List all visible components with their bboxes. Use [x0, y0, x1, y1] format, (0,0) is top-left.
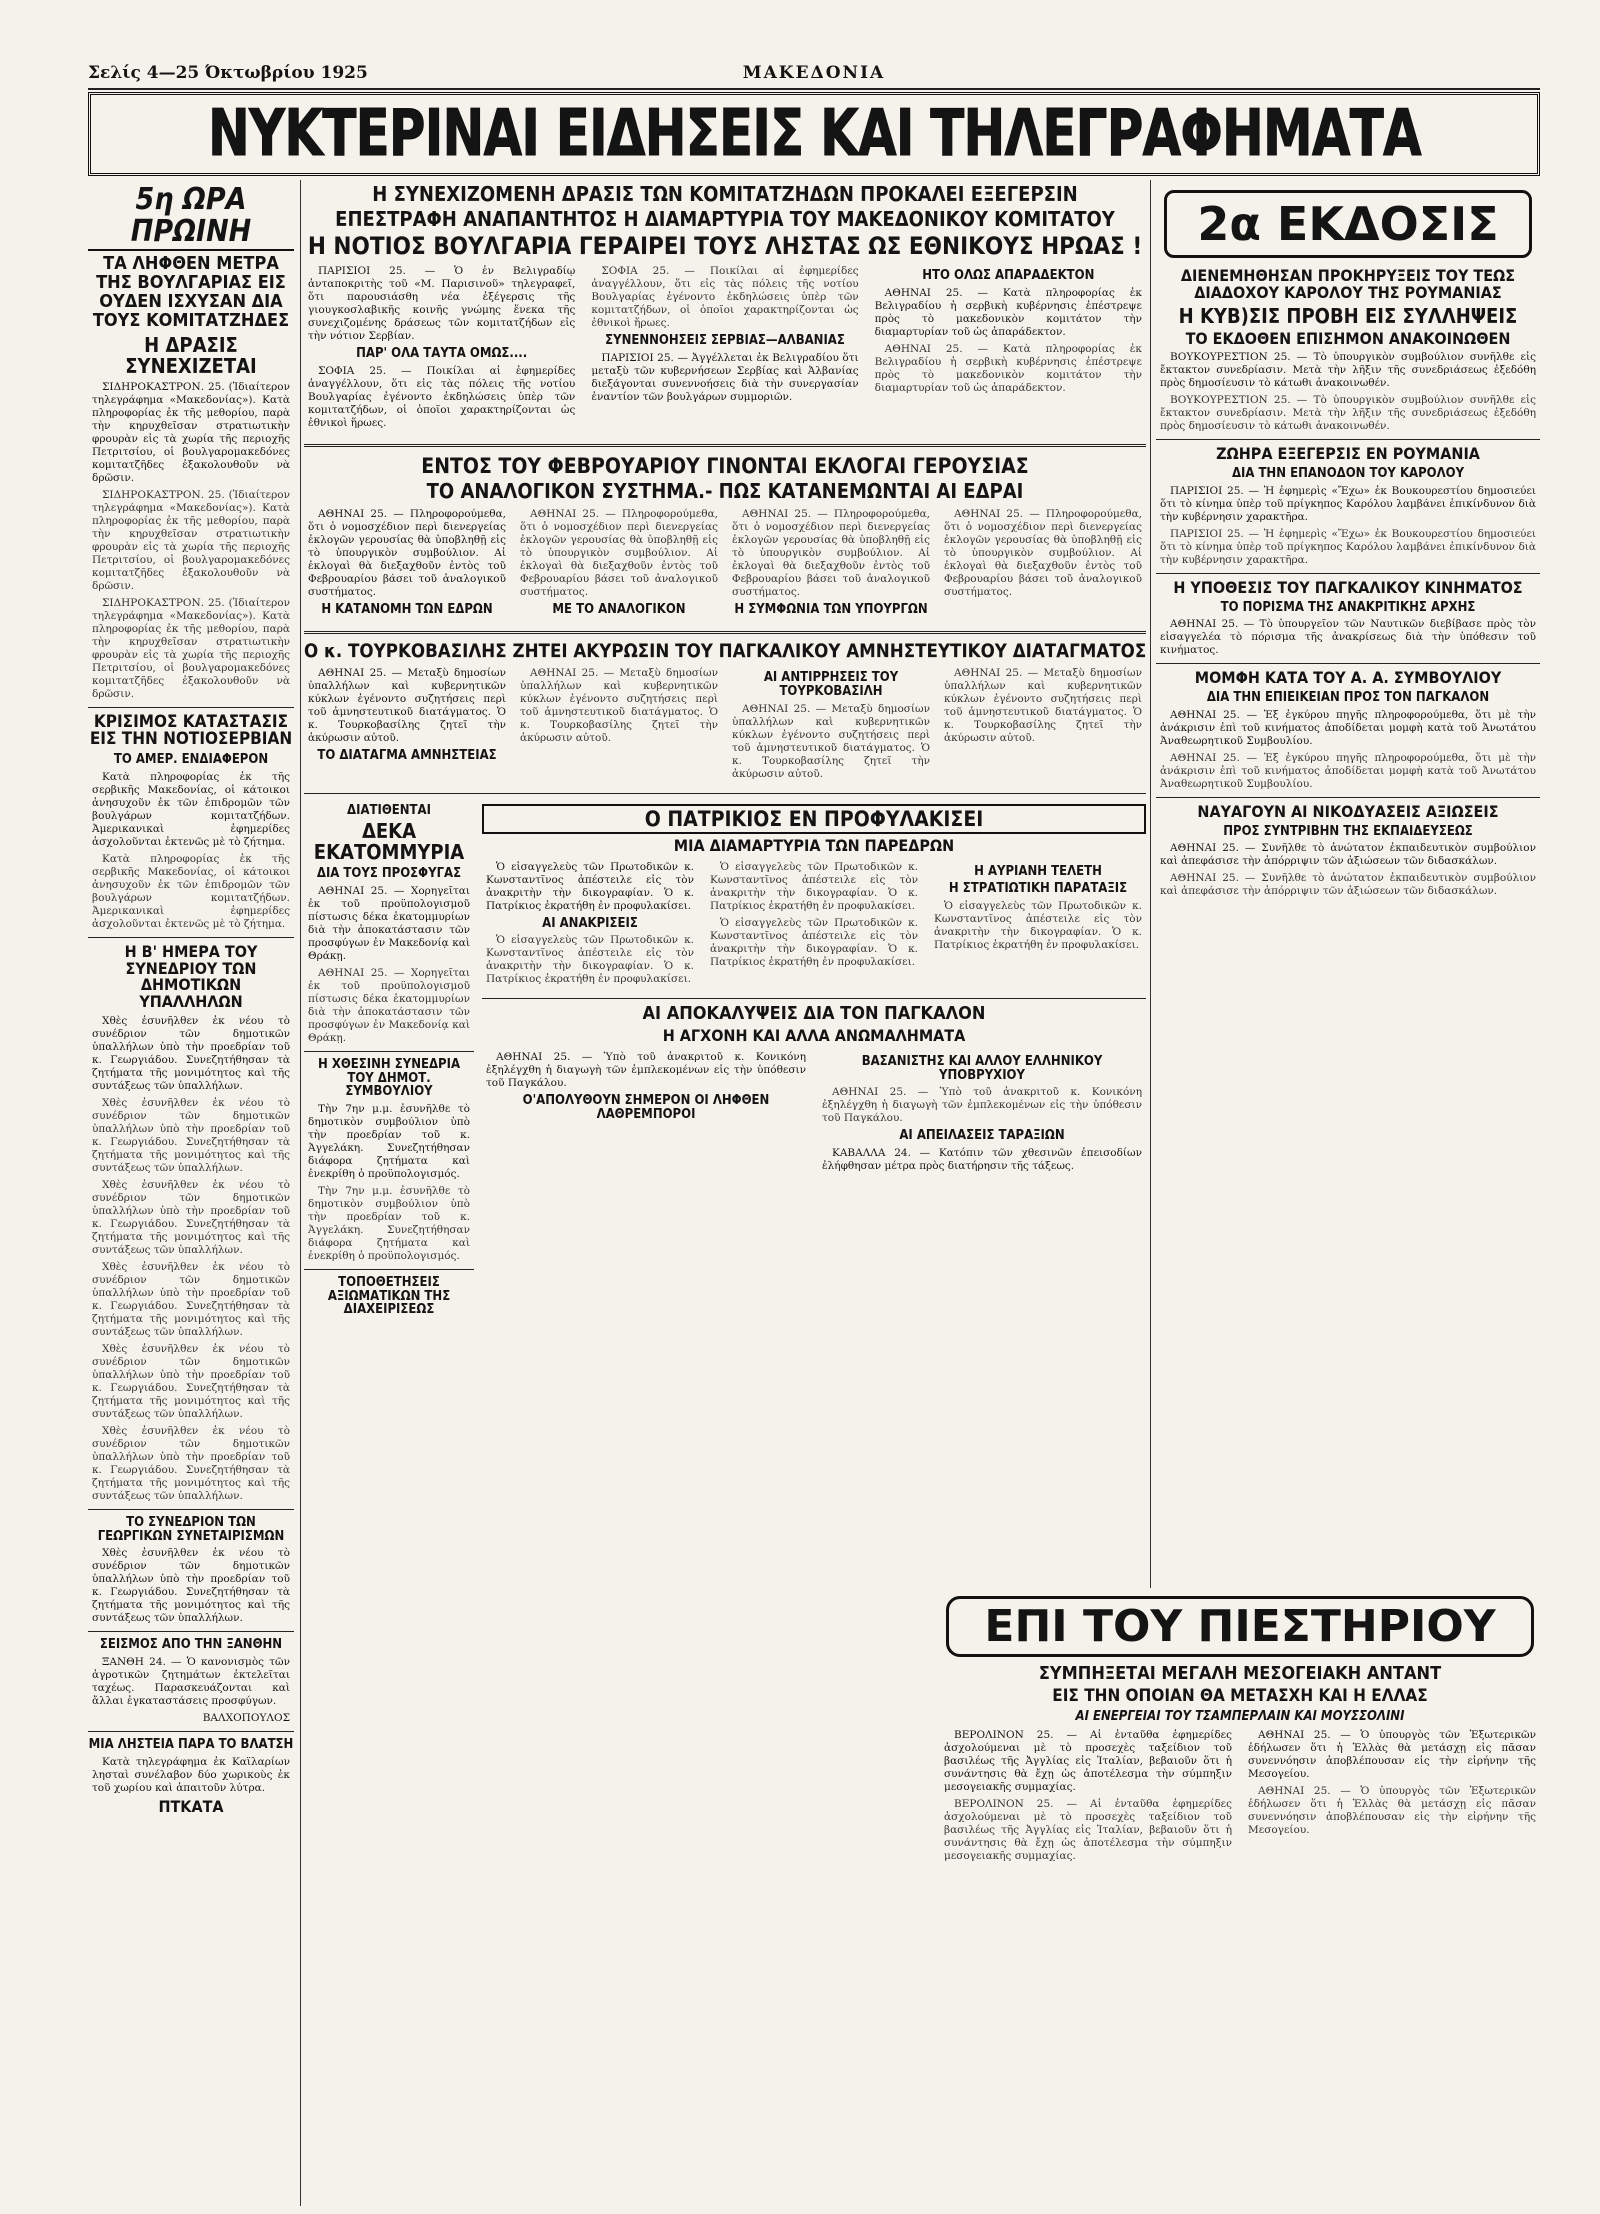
patrikios-section [482, 800, 1146, 1321]
article-text: ΣΟΦΙΑ 25. — Ποικίλαι αἱ ἐφημερίδες ἀναγγέλλουν, ὅτι εἰς τὰς πόλεις τῆς νοτίου Βουλγαρίας ἐγένοντο ἐκδηλώσεις ὑπὲρ τῶν κομιτατζήδων, οἱ ὁποῖοι χαρακτηρίζονται ὡς ἐθνικοὶ ἥρωες. [308, 364, 576, 429]
article-text: ΠΑΡΙΣΙΟΙ 25. — Ἡ ἐφημερὶς «Ἔχω» ἐκ Βουκουρεστίου δημοσιεύει ὅτι τὸ κίνημα ὑπὲρ τοῦ πρίγκηπος Καρόλου λαμβάνει ἐπικίνδυνον διὰ τὴν κυβέρνησιν χαρακτῆρα. [1160, 484, 1536, 523]
article-south-serbia [92, 771, 290, 931]
article-paris-belgrade [308, 265, 575, 434]
article-text: ΑΘΗΝΑΙ 25. — Ὑπὸ τοῦ ἀνακριτοῦ κ. Κονικόνη ἐξηλέγχθη ἡ διαγωγὴ τῶν ἐμπλεκομένων εἰς τὴν ὑπόθεσιν τοῦ Παγκάλου. [822, 1086, 1142, 1125]
article-text: Ὁ εἰσαγγελεὺς τῶν Πρωτοδικῶν κ. Κωνσταντῖνος ἀπέστειλε εἰς τὸν ἀνακριτὴν τὴν δικογραφίαν. Ὁ κ. Πατρίκιος ἐκρατήθη ἐν προφυλακίσει. [934, 899, 1142, 951]
article-text: ΑΘΗΝΑΙ 25. — Ὑπὸ τοῦ ἀνακριτοῦ κ. Κονικόνη ἐξηλέγχθη ἡ διαγωγὴ τῶν ἐμπλεκομένων εἰς τὴν ὑπόθεσιν τοῦ Παγκάλου. [486, 1050, 806, 1089]
article-romania [1160, 485, 1536, 567]
article-text: ΑΘΗΝΑΙ 25. — Συνῆλθε τὸ ἀνώτατον ἐκπαιδευτικὸν συμβούλιον καὶ ἀπεφάσισε τὴν ἀπόρριψιν τῶν ἀξιώσεων τῶν διδασκάλων. [1160, 872, 1536, 898]
subhead-investigations: ΑΙ ΑΝΑΚΡΙΣΕΙΣ [542, 915, 638, 931]
article-text: Χθὲς ἐσυνῆλθεν ἐκ νέου τὸ συνέδριον τῶν δημοτικῶν ὑπαλλήλων ὑπὸ τὴν προεδρίαν τοῦ κ. Γεωργιάδου. Συνεζητήθησαν τὰ ζητήματα τῆς μονιμότητος καὶ τῆς συντάξεως τῶν ὑπαλλήλων. [92, 1097, 290, 1175]
subhead-despite-all: ΠΑΡ' ΟΛΑ ΤΑΥΤΑ ΟΜΩΣ.... [356, 346, 528, 362]
article-text: Κατὰ πληροφορίας ἐκ τῆς σερβικῆς Μακεδονίας, οἱ κάτοικοι ἀνησυχοῦν ἐκ τῶν ἐπιδρομῶν τῶν βουλγάρων κομιτατζήδων. Ἀμερικανικαὶ ἐφημερίδες ἀσχολοῦνται ἐκτενῶς μὲ τὸ ζήτημα. [92, 852, 290, 930]
article-text: ΑΘΗΝΑΙ 25. — Κατὰ πληροφορίας ἐκ Βελιγραδίου ἡ σερβικὴ κυβέρνησις ἐπέστρεψε πρὸς τὸ μακεδονικὸν κομιτάτον τὴν διαμαρτυρίαν τοῦ ὡς ἀπαράδεκτον. [874, 286, 1142, 338]
headline-komitadji-action: Η ΣΥΝΕΧΙΖΟΜΕΝΗ ΔΡΑΣΙΣ ΤΩΝ ΚΟΜΙΤΑΤΖΗΔΩΝ ΠΡΟΚΑΛΕΙ ΕΞΕΓΕΡΣΙΝ [372, 182, 1078, 206]
headline-robbery: ΜΙΑ ΛΗΣΤΕΙΑ ΠΑΡΑ ΤΟ ΒΛΑΤΣΗ [88, 1737, 294, 1752]
article-amnesty-3 [732, 667, 930, 784]
article-cooperatives [92, 1547, 290, 1625]
subhead-amnesty-decree: ΤΟ ΔΙΑΤΑΓΜΑ ΑΜΝΗΣΤΕΙΑΣ [317, 748, 497, 764]
article-text: Ὁ εἰσαγγελεὺς τῶν Πρωτοδικῶν κ. Κωνσταντῖνος ἀπέστειλε εἰς τὸν ἀνακριτὴν τὴν δικογραφίαν. Ὁ κ. Πατρίκιος ἐκρατήθη ἐν προφυλακίσει. [486, 860, 694, 912]
subhead-objections: ΑΙ ΑΝΤΙΡΡΗΣΕΙΣ ΤΟΥ ΤΟΥΡΚΟΒΑΣΙΛΗ [763, 670, 899, 700]
subhead-protest-assessors: ΜΙΑ ΔΙΑΜΑΡΤΥΡΙΑ ΤΩΝ ΠΑΡΕΔΡΩΝ [673, 835, 955, 855]
press-time-section [940, 1588, 1540, 2206]
column-rule [300, 180, 301, 2206]
headline-mediterranean-entente: ΣΥΜΠΗΞΕΤΑΙ ΜΕΓΑΛΗ ΜΕΣΟΓΕΙΑΚΗ ΑΝΤΑΝΤ [1038, 1663, 1442, 1684]
article-text: ΒΕΡΟΛΙΝΟΝ 25. — Αἱ ἐνταῦθα ἐφημερίδες ἀσχολούμεναι μὲ τὸ προσεχὲς ταξείδιον τοῦ βασιλέως τῆς Ἀγγλίας εἰς Ἰταλίαν, βεβαιοῦν ὅτι ἡ συνάντησις θὰ ἔχῃ ὡς ἀποτέλεσμα τὴν σύμπηξιν μεσογειακῆς συμμαχίας. [944, 1729, 1232, 1794]
article-text: Κατὰ τηλεγράφημα ἐκ Καϊλαρίων λησταὶ συνέλαβον δύο χωρικοὺς ἐκ τοῦ χωρίου καὶ ἀπαιτοῦν λύτρα. [92, 1755, 290, 1794]
article-text: Χθὲς ἐσυνῆλθεν ἐκ νέου τὸ συνέδριον τῶν δημοτικῶν ὑπαλλήλων ὑπὸ τὴν προεδρίαν τοῦ κ. Γεωργιάδου. Συνεζητήθησαν τὰ ζητήματα τῆς μονιμότητος καὶ τῆς συντάξεως τῶν ὑπαλλήλων. [92, 1015, 290, 1093]
article-text: ΠΑΡΙΣΙΟΙ 25. — Ἡ ἐφημερὶς «Ἔχω» ἐκ Βουκουρεστίου δημοσιεύει ὅτι τὸ κίνημα ὑπὲρ τοῦ πρίγκηπος Καρόλου λαμβάνει ἐπικίνδυνον διὰ τὴν κυβέρνησιν χαρακτῆρα. [1160, 527, 1536, 566]
refugee-article [304, 800, 474, 1321]
article-senate-1 [308, 508, 506, 621]
article-council [1160, 709, 1536, 791]
article-sidirokastron [92, 381, 290, 701]
headline-action-continues: Η ΔΡΑΣΙΣ ΣΥΝΕΧΙΖΕΤΑΙ [125, 332, 257, 378]
headline-officer-postings: ΤΟΠΟΘΕΤΗΣΕΙΣ ΑΞΙΩΜΑΤΙΚΩΝ ΤΗΣ ΔΙΑΧΕΙΡΙΣΕΩΣ [327, 1274, 451, 1318]
article-text: ΣΙΔΗΡΟΚΑΣΤΡΟΝ. 25. (Ἰδιαίτερον τηλεγράφημα «Μακεδονίας»). Κατὰ πληροφορίας ἐκ τῆς μεθορίου, παρὰ τὴν κηρυχθεῖσαν στρατιωτικὴν φρουρὰν εἰς τὰ χωρία τῆς περιοχῆς Πετριτσίου, οἱ βουλγαρομακεδόνες κομιτατζῆδες ἐξακολουθοῦν νὰ δρῶσιν. [92, 380, 290, 484]
subhead-carol-return: ΔΙΑ ΤΗΝ ΕΠΑΝΟΔΟΝ ΤΟΥ ΚΑΡΟΛΟΥ [1231, 466, 1465, 482]
article-senate-3 [732, 508, 930, 621]
article-education [1160, 842, 1536, 898]
article-movement [1160, 618, 1536, 657]
article-bucharest [1160, 351, 1536, 433]
subhead-allocated: ΔΙΑΤΙΘΕΝΤΑΙ [347, 802, 431, 818]
article-text: Τὴν 7ην μ.μ. ἐσυνῆλθε τὸ δημοτικὸν συμβούλιον ὑπὸ τὴν προεδρίαν τοῦ κ. Ἀγγελάκη. Συνεζητήθησαν διάφορα ζητήματα καὶ ἐνεκρίθη ὁ προϋπολογισμός. [308, 1184, 470, 1262]
article-senate-2 [520, 508, 718, 621]
headline-proportional-system: ΤΟ ΑΝΑΛΟΓΙΚΟΝ ΣΥΣΤΗΜΑ.- ΠΩΣ ΚΑΤΑΝΕΜΩΝΤΑΙ ΑΙ ΕΔΡΑΙ [426, 478, 1024, 503]
article-text: ΑΘΗΝΑΙ 25. — Ὁ ὑπουργὸς τῶν Ἐξωτερικῶν ἐδήλωσεν ὅτι ἡ Ἑλλὰς θὰ μετάσχῃ εἰς πᾶσαν συνεννόησιν ἀποβλέπουσαν εἰς τὴν εἰρήνην τῆς Μεσογείου. [1248, 1785, 1536, 1837]
subhead-smugglers: Ο'ΑΠΟΛΥΘΟΥΝ ΣΗΜΕΡΟΝ ΟΙ ΛΗΦΘΕΝ ΛΑΘΡΕΜΠΟΡΟΙ [522, 1092, 770, 1122]
article-text: Τὴν 7ην μ.μ. ἐσυνῆλθε τὸ δημοτικὸν συμβούλιον ὑπὸ τὴν προεδρίαν τοῦ κ. Ἀγγελάκη. Συνεζητήθησαν διάφορα ζητήματα καὶ ἐνεκρίθη ὁ προϋπολογισμός. [308, 1102, 470, 1180]
article-text: ΞΑΝΘΗ 24. — Ὁ κανονισμὸς τῶν ἀγροτικῶν ζητημάτων ἐκτελεῖται ταχέως. Παρασκευάζονται καὶ ἄλλαι ἐγκαταστάσεις προσφύγων. [92, 1656, 290, 1707]
headline-patrikios: Ο ΠΑΤΡΙΚΙΟΣ ΕΝ ΠΡΟΦΥΛΑΚΙΣΕΙ [482, 804, 1146, 834]
subhead-proportional: ΜΕ ΤΟ ΑΝΑΛΟΓΙΚΟΝ [552, 601, 686, 617]
headline-senate-elections: ΕΝΤΟΣ ΤΟΥ ΦΕΒΡΟΥΑΡΙΟΥ ΓΙΝΟΝΤΑΙ ΕΚΛΟΓΑΙ ΓΕΡΟΥΣΙΑΣ [421, 453, 1029, 478]
headline-pangalos-movement: Η ΥΠΟΘΕΣΙΣ ΤΟΥ ΠΑΓΚΑΛΙΚΟΥ ΚΙΝΗΜΑΤΟΣ [1173, 577, 1523, 597]
article-unacceptable [875, 265, 1142, 434]
headline-bulgaria-honors-bandits: Η ΝΟΤΙΟΣ ΒΟΥΛΓΑΡΙΑ ΓΕΡΑΙΡΕΙ ΤΟΥΣ ΛΗΣΤΑΣ ΩΣ ΕΘΝΙΚΟΥΣ ΗΡΩΑΣ ! [307, 232, 1143, 260]
headline-reproach-council: ΜΟΜΦΗ ΚΑΤΑ ΤΟΥ Α. Α. ΣΥΜΒΟΥΛΙΟΥ [1194, 668, 1502, 688]
headline-cooperatives: ΤΟ ΣΥΝΕΔΡΙΟΝ ΤΩΝ ΓΕΩΡΓΙΚΩΝ ΣΥΝΕΤΑΙΡΙΣΜΩΝ [97, 1515, 285, 1544]
article-senate-4 [944, 508, 1142, 621]
article-text: ΑΘΗΝΑΙ 25. — Πληροφορούμεθα, ὅτι ὁ νομοσχέδιον περὶ διενεργείας ἐκλογῶν γερουσίας θὰ ὑποβληθῇ εἰς τὸ ὑπουργικὸν συμβούλιον. Αἱ ἐκλογαὶ θὰ διεξαχθοῦν ἐντὸς τοῦ Φεβρουαρίου βάσει τοῦ ἀναλογικοῦ συστήματος. [308, 507, 506, 598]
headline-critical-situation: ΚΡΙΣΙΜΟΣ ΚΑΤΑΣΤΑΣΙΣ ΕΙΣ ΤΗΝ ΝΟΤΙΟΣΕΡΒΙΑΝ [89, 711, 293, 750]
article-text: ΑΘΗΝΑΙ 25. — Ἐξ ἐγκύρου πηγῆς πληροφορούμεθα, ὅτι μὲ τὴν ἀνάκρισιν ἐπὶ τοῦ κινήματος ἀποδίδεται μομφὴ κατὰ τοῦ Ἀνωτάτου Ἀναθεωρητικοῦ Συμβουλίου. [1160, 708, 1536, 747]
subhead-for-refugees: ΔΙΑ ΤΟΥΣ ΠΡΟΣΦΥΓΑΣ [316, 866, 462, 882]
subhead-tomorrow-ceremony: Η ΑΥΡΙΑΝΗ ΤΕΛΕΤΗ [974, 863, 1102, 879]
article-text: ΒΟΥΚΟΥΡΕΣΤΙΟΝ 25. — Τὸ ὑπουργικὸν συμβούλιον συνῆλθε εἰς ἔκτακτον συνεδρίασιν. Μετὰ τὴν λῆξιν τῆς συνεδριάσεως ἐξεδόθη πρὸς δημοσίευσιν τὸ κάτωθι ἀνακοινωθέν. [1160, 351, 1536, 390]
article-text: ΑΘΗΝΑΙ 25. — Χορηγεῖται ἐκ τοῦ προϋπολογισμοῦ πίστωσις δέκα ἑκατομμυρίων διὰ τὴν ἀποκατάστασιν τῶν προσφύγων ἐν Μακεδονίᾳ καὶ Θράκῃ. [308, 885, 470, 963]
headline-proclamations: ΔΙΕΝΕΜΗΘΗΣΑΝ ΠΡΟΚΗΡΥΞΕΙΣ ΤΟΥ ΤΕΩΣ ΔΙΑΔΟΧΟΥ ΚΑΡΟΛΟΥ ΤΗΣ ΡΟΥΜΑΝΙΑΣ [1180, 266, 1516, 302]
article-text: ΑΘΗΝΑΙ 25. — Τὸ ὑπουργεῖον τῶν Ναυτικῶν διεβίβασε πρὸς τὸν εἰσαγγελέα τὸ πόρισμα τῆς ἀνακρίσεως διὰ τὴν ὑπόθεσιν τοῦ κινήματος. [1160, 618, 1536, 657]
headline-official-communique: ΤΟ ΕΚΔΟΘΕΝ ΕΠΙΣΗΜΟΝ ΑΝΑΚΟΙΝΩΘΕΝ [1185, 328, 1511, 348]
article-text: Χθὲς ἐσυνῆλθεν ἐκ νέου τὸ συνέδριον τῶν δημοτικῶν ὑπαλλήλων ὑπὸ τὴν προεδρίαν τοῦ κ. Γεωργιάδου. Συνεζητήθησαν τὰ ζητήματα τῆς μονιμότητος καὶ τῆς συντάξεως τῶν ὑπαλλήλων. [92, 1425, 290, 1503]
article-xanthi [92, 1656, 290, 1725]
article-text: ΑΘΗΝΑΙ 25. — Πληροφορούμεθα, ὅτι ὁ νομοσχέδιον περὶ διενεργείας ἐκλογῶν γερουσίας θὰ ὑποβληθῇ εἰς τὸ ὑπουργικὸν συμβούλιον. Αἱ ἐκλογαὶ θὰ διεξαχθοῦν ἐντὸς τοῦ Φεβρουαρίου βάσει τοῦ ἀναλογικοῦ συστήματος. [732, 507, 930, 598]
article-serbia-albania [591, 265, 858, 434]
headline-arrests: Η ΚΥΒ)ΣΙΣ ΠΡΟΒΗ ΕΙΣ ΣΥΛΛΗΨΕΙΣ [1178, 303, 1518, 328]
article-text: ΑΘΗΝΑΙ 25. — Χορηγεῖται ἐκ τοῦ προϋπολογισμοῦ πίστωσις δέκα ἑκατομμυρίων διὰ τὴν ἀποκατάστασιν τῶν προσφύγων ἐν Μακεδονίᾳ καὶ Θράκῃ. [308, 967, 470, 1045]
article-text: ΚΑΒΑΛΛΑ 24. — Κατόπιν τῶν χθεσινῶν ἐπεισοδίων ἐλήφθησαν μέτρα πρὸς διατήρησιν τῆς τάξεως. [822, 1146, 1142, 1172]
article-text: Χθὲς ἐσυνῆλθεν ἐκ νέου τὸ συνέδριον τῶν δημοτικῶν ὑπαλλήλων ὑπὸ τὴν προεδρίαν τοῦ κ. Γεωργιάδου. Συνεζητήθησαν τὰ ζητήματα τῆς μονιμότητος καὶ τῆς συντάξεως τῶν ὑπαλλήλων. [92, 1547, 290, 1625]
subhead-investigation-finding: ΤΟ ΠΟΡΙΣΜΑ ΤΗΣ ΑΝΑΚΡΙΤΙΚΗΣ ΑΡΧΗΣ [1220, 599, 1476, 615]
article-amnesty-2 [520, 667, 718, 784]
article-text: ΒΕΡΟΛΙΝΟΝ 25. — Αἱ ἐνταῦθα ἐφημερίδες ἀσχολούμεναι μὲ τὸ προσεχὲς ταξείδιον τοῦ βασιλέως τῆς Ἀγγλίας εἰς Ἰταλίαν, βεβαιοῦν ὅτι ἡ συνάντησις θὰ ἔχῃ ὡς ἀποτέλεσμα τὴν σύμπηξιν μεσογειακῆς συμμαχίας. [944, 1798, 1232, 1863]
subhead-leniency: ΔΙΑ ΤΗΝ ΕΠΙΕΙΚΕΙΑΝ ΠΡΟΣ ΤΟΝ ΠΑΓΚΑΛΟΝ [1206, 690, 1490, 706]
article-text: ΒΟΥΚΟΥΡΕΣΤΙΟΝ 25. — Τὸ ὑπουργικὸν συμβούλιον συνῆλθε εἰς ἔκτακτον συνεδρίασιν. Μετὰ τὴν λῆξιν τῆς συνεδριάσεως ἐξεδόθη πρὸς δημοσίευσιν τὸ κάτωθι ἀνακοινωθέν. [1160, 394, 1536, 433]
newspaper-name: ΜΑΚΕΔΟΝΙΑ [742, 63, 886, 83]
headline-protest-returned: ΕΠΕΣΤΡΑΦΗ ΑΝΑΠΑΝΤΗΤΟΣ Η ΔΙΑΜΑΡΤΥΡΙΑ ΤΟΥ ΜΑΚΕΔΟΝΙΚΟΥ ΚΟΜΙΤΑΤΟΥ [335, 207, 1115, 231]
article-robbery [92, 1756, 290, 1795]
issue-date: Σελίς 4—25 Όκτωβρίου 1925 [88, 63, 368, 83]
press-time-banner: ΕΠΙ ΤΟΥ ΠΙΕΣΤΗΡΙΟΥ [946, 1596, 1534, 1657]
headline-5th-hour: 5η ΩΡΑ ΠΡΩΙΝΗ [88, 184, 294, 251]
subhead-chamberlain-mussolini: ΑΙ ΕΝΕΡΓΕΙΑΙ ΤΟΥ ΤΣΑΜΠΕΡΛΑΙΝ ΚΑΙ ΜΟΥΣΣΟΛΙΝΙ [1075, 1708, 1405, 1724]
subhead-ministers-agreement: Η ΣΥΜΦΩΝΙΑ ΤΩΝ ΥΠΟΥΡΓΩΝ [734, 601, 928, 617]
subhead-unacceptable: ΗΤΟ ΟΛΩΣ ΑΠΑΡΑΔΕΚΤΟΝ [922, 268, 1095, 284]
article-text: ΠΑΡΙΣΙΟΙ 25. — Ὁ ἐν Βελιγραδίῳ ἀνταποκριτὴς τοῦ «Μ. Παρισινοῦ» τηλεγραφεῖ, ὅτι παρουσιάσθη νέα ἐξέγερσις τῆς γιουγκοσλαβικῆς κοινῆς γνώμης ἕνεκα τῆς συνεχιζομένης δράσεως τῶν κομιτατζήδων εἰς τὴν νότιον Σερβίαν. [308, 265, 576, 343]
article-municipal-congress [92, 1015, 290, 1503]
article-text: ΑΘΗΝΑΙ 25. — Συνῆλθε τὸ ἀνώτατον ἐκπαιδευτικὸν συμβούλιον καὶ ἀπεφάσισε τὴν ἀπόρριψιν τῶν ἀξιώσεων τῶν διδασκάλων. [1160, 842, 1536, 868]
second-edition-banner: 2α ΕΚΔΟΣΙΣ [1164, 190, 1532, 258]
article-text: Χθὲς ἐσυνῆλθεν ἐκ νέου τὸ συνέδριον τῶν δημοτικῶν ὑπαλλήλων ὑπὸ τὴν προεδρίαν τοῦ κ. Γεωργιάδου. Συνεζητήθησαν τὰ ζητήματα τῆς μονιμότητος καὶ τῆς συντάξεως τῶν ὑπαλλήλων. [92, 1261, 290, 1339]
article-text: Ὁ εἰσαγγελεὺς τῶν Πρωτοδικῶν κ. Κωνσταντῖνος ἀπέστειλε εἰς τὸν ἀνακριτὴν τὴν δικογραφίαν. Ὁ κ. Πατρίκιος ἐκρατήθη ἐν προφυλακίσει. [710, 916, 918, 968]
headline-demands-fail: ΝΑΥΑΓΟΥΝ ΑΙ ΝΙΚΟΔΥΑΣΕΙΣ ΑΞΙΩΣΕΙΣ [1197, 801, 1499, 821]
subhead-serbia-albania: ΣΥΝΕΝΝΟΗΣΕΙΣ ΣΕΡΒΙΑΣ—ΑΛΒΑΝΙΑΣ [605, 333, 845, 349]
headline-council-session: Η ΧΘΕΣΙΝΗ ΣΥΝΕΔΡΙΑ ΤΟΥ ΔΗΜΟΤ. ΣΥΜΒΟΥΛΙΟΥ [317, 1057, 461, 1100]
article-text: ΑΘΗΝΑΙ 25. — Ὁ ὑπουργὸς τῶν Ἐξωτερικῶν ἐδήλωσεν ὅτι ἡ Ἑλλὰς θὰ μετάσχῃ εἰς πᾶσαν συνεννόησιν ἀποβλέπουσαν εἰς τὴν εἰρήνην τῆς Μεσογείου. [1248, 1729, 1536, 1781]
article-text: ΑΘΗΝΑΙ 25. — Πληροφορούμεθα, ὅτι ὁ νομοσχέδιον περὶ διενεργείας ἐκλογῶν γερουσίας θὰ ὑποβληθῇ εἰς τὸ ὑπουργικὸν συμβούλιον. Αἱ ἐκλογαὶ θὰ διεξαχθοῦν ἐντὸς τοῦ Φεβρουαρίου βάσει τοῦ ἀναλογικοῦ συστήματος. [944, 507, 1142, 598]
headline-romania-uproar: ΖΩΗΡΑ ΕΞΕΓΕΡΣΙΣ ΕΝ ΡΟΥΜΑΝΙΑ [1216, 444, 1480, 464]
article-text: ΑΘΗΝΑΙ 25. — Μεταξὺ δημοσίων ὑπαλλήλων καὶ κυβερνητικῶν κύκλων ἐγένοντο συζητήσεις περὶ τοῦ ἀμνηστευτικοῦ διατάγματος. Ὁ κ. Τουρκοβασίλης ζητεῖ τὴν ἀκύρωσιν αὐτοῦ. [308, 667, 506, 745]
article-text: ΑΘΗΝΑΙ 25. — Μεταξὺ δημοσίων ὑπαλλήλων καὶ κυβερνητικῶν κύκλων ἐγένοντο συζητήσεις περὶ τοῦ ἀμνηστευτικοῦ διατάγματος. Ὁ κ. Τουρκοβασίλης ζητεῖ τὴν ἀκύρωσιν αὐτοῦ. [520, 667, 718, 745]
headline-pangalos-revelations: ΑΙ ΑΠΟΚΑΛΥΨΕΙΣ ΔΙΑ ΤΟΝ ΠΑΓΚΑΛΟΝ [642, 1003, 986, 1025]
article-text: ΠΑΡΙΣΙΟΙ 25. — Ἀγγέλλεται ἐκ Βελιγραδίου ὅτι μεταξὺ τῶν κυβερνήσεων Σερβίας καὶ Ἀλβανίας διεξάγονται συνεννοήσεις διὰ τὴν συνεργασίαν ἐναντίον τῶν βουλγάρων συμμοριῶν. [591, 351, 859, 403]
article-text: ΑΘΗΝΑΙ 25. — Μεταξὺ δημοσίων ὑπαλλήλων καὶ κυβερνητικῶν κύκλων ἐγένοντο συζητήσεις περὶ τοῦ ἀμνηστευτικοῦ διατάγματος. Ὁ κ. Τουρκοβασίλης ζητεῖ τὴν ἀκύρωσιν αὐτοῦ. [732, 702, 930, 780]
headline-ptkata: ΠΤΚΑΤΑ [158, 1796, 224, 1816]
subhead-threats: ΑΙ ΑΠΕΙΛΑΣΕΙΣ ΤΑΡΑΞΙΩΝ [899, 1128, 1065, 1144]
article-text: Ὁ εἰσαγγελεὺς τῶν Πρωτοδικῶν κ. Κωνσταντῖνος ἀπέστειλε εἰς τὸν ἀνακριτὴν τὴν δικογραφίαν. Ὁ κ. Πατρίκιος ἐκρατήθη ἐν προφυλακίσει. [486, 934, 694, 986]
headline-municipal-congress: Η Β' ΗΜΕΡΑ ΤΟΥ ΣΥΝΕΔΡΙΟΥ ΤΩΝ ΔΗΜΟΤΙΚΩΝ ΥΠΑΛΛΗΛΩΝ [124, 941, 258, 1012]
article-text: ΑΘΗΝΑΙ 25. — Ἐξ ἐγκύρου πηγῆς πληροφορούμεθα, ὅτι μὲ τὴν ἀνάκρισιν ἐπὶ τοῦ κινήματος ἀποδίδεται μομφὴ κατὰ τοῦ Ἀνωτάτου Ἀναθεωρητικοῦ Συμβουλίου. [1160, 751, 1536, 790]
subhead-education: ΠΡΟΣ ΣΥΝΤΡΙΒΗΝ ΤΗΣ ΕΚΠΑΙΔΕΥΣΕΩΣ [1223, 823, 1473, 839]
article-text: ΑΘΗΝΑΙ 25. — Μεταξὺ δημοσίων ὑπαλλήλων καὶ κυβερνητικῶν κύκλων ἐγένοντο συζητήσεις περὶ τοῦ ἀμνηστευτικοῦ διατάγματος. Ὁ κ. Τουρκοβασίλης ζητεῖ τὴν ἀκύρωσιν αὐτοῦ. [944, 667, 1142, 745]
section-title: ΝΥΚΤΕΡΙΝΑΙ ΕΙΔΗΣΕΙΣ ΚΑΙ ΤΗΛΕΓΡΑΦΗΜΑΤΑ [207, 97, 1421, 171]
article-text: ΑΘΗΝΑΙ 25. — Πληροφορούμεθα, ὅτι ὁ νομοσχέδιον περὶ διενεργείας ἐκλογῶν γερουσίας θὰ ὑποβληθῇ εἰς τὸ ὑπουργικὸν συμβούλιον. Αἱ ἐκλογαὶ θὰ διεξαχθοῦν ἐντὸς τοῦ Φεβρουαρίου βάσει τοῦ ἀναλογικοῦ συστήματος. [520, 507, 718, 598]
article-signature: ΒΑΛΧΟΠΟΥΛΟΣ [202, 1712, 290, 1724]
headline-xanthi: ΣΕΙΣΜΟΣ ΑΠΟ ΤΗΝ ΞΑΝΘΗΝ [99, 1637, 283, 1653]
headline-bulgaria-measures: ΤΑ ΛΗΦΘΕΝ ΜΕΤΡΑ ΤΗΣ ΒΟΥΛΓΑΡΙΑΣ ΕΙΣ ΟΥΔΕΝ ΙΣΧΥΣΑΝ ΔΙΑ ΤΟΥΣ ΚΟΜΙΤΑΤΖΗΔΕΣ [92, 253, 290, 331]
article-amnesty-4 [944, 667, 1142, 784]
article-amnesty-1 [308, 667, 506, 784]
article-text: Ὁ εἰσαγγελεὺς τῶν Πρωτοδικῶν κ. Κωνσταντῖνος ἀπέστειλε εἰς τὸν ἀνακριτὴν τὴν δικογραφίαν. Ὁ κ. Πατρίκιος ἐκρατήθη ἐν προφυλακίσει. [710, 860, 918, 912]
section-masthead [88, 92, 1540, 176]
article-text: ΣΟΦΙΑ 25. — Ποικίλαι αἱ ἐφημερίδες ἀναγγέλλουν, ὅτι εἰς τὰς πόλεις τῆς νοτίου Βουλγαρίας ἐγένοντο ἐκδηλώσεις ὑπὲρ τῶν κομιτατζήδων, οἱ ὁποῖοι χαρακτηρίζονται ὡς ἐθνικοὶ ἥρωες. [591, 265, 859, 330]
article-text: ΣΙΔΗΡΟΚΑΣΤΡΟΝ. 25. (Ἰδιαίτερον τηλεγράφημα «Μακεδονίας»). Κατὰ πληροφορίας ἐκ τῆς μεθορίου, παρὰ τὴν κηρυχθεῖσαν στρατιωτικὴν φρουρὰν εἰς τὰ χωρία τῆς περιοχῆς Πετριτσίου, οἱ βουλγαρομακεδόνες κομιτατζῆδες ἐξακολουθοῦν νὰ δρῶσιν. [92, 596, 290, 700]
article-text: Χθὲς ἐσυνῆλθεν ἐκ νέου τὸ συνέδριον τῶν δημοτικῶν ὑπαλλήλων ὑπὸ τὴν προεδρίαν τοῦ κ. Γεωργιάδου. Συνεζητήθησαν τὰ ζητήματα τῆς μονιμότητος καὶ τῆς συντάξεως τῶν ὑπαλλήλων. [92, 1179, 290, 1257]
subhead-gallows: Η ΑΓΧΟΝΗ ΚΑΙ ΑΛΛΑ ΑΝΩΜΑΛΗΜΑΤΑ [662, 1026, 966, 1046]
subhead-seat-allocation: Η ΚΑΤΑΝΟΜΗ ΤΩΝ ΕΔΡΩΝ [321, 601, 493, 617]
headline-ten-million: ΔΕΚΑ ΕΚΑΤΟΜΜΥΡΙΑ [313, 819, 465, 865]
article-text: Χθὲς ἐσυνῆλθεν ἐκ νέου τὸ συνέδριον τῶν δημοτικῶν ὑπαλλήλων ὑπὸ τὴν προεδρίαν τοῦ κ. Γεωργιάδου. Συνεζητήθησαν τὰ ζητήματα τῆς μονιμότητος καὶ τῆς συντάξεως τῶν ὑπαλλήλων. [92, 1343, 290, 1421]
left-column [88, 180, 294, 2206]
subhead-submarine: ΒΑΣΑΝΙΣΤΗΣ ΚΑΙ ΑΛΛΟΥ ΕΛΛΗΝΙΚΟΥ ΥΠΟΒΡΥΧΙΟΥ [861, 1053, 1103, 1083]
page-header-line [88, 58, 1540, 90]
article-text: ΑΘΗΝΑΙ 25. — Κατὰ πληροφορίας ἐκ Βελιγραδίου ἡ σερβικὴ κυβέρνησις ἐπέστρεψε πρὸς τὸ μακεδονικὸν κομιτάτον τὴν διαμαρτυρίαν τοῦ ὡς ἀπαράδεκτον. [874, 342, 1142, 394]
article-text: Κατὰ πληροφορίας ἐκ τῆς σερβικῆς Μακεδονίας, οἱ κάτοικοι ἀνησυχοῦν ἐκ τῶν ἐπιδρομῶν τῶν βουλγάρων κομιτατζήδων. Ἀμερικανικαὶ ἐφημερίδες ἀσχολοῦνται ἐκτενῶς μὲ τὸ ζήτημα. [92, 770, 290, 848]
headline-tourkovasilis: Ο κ. ΤΟΥΡΚΟΒΑΣΙΛΗΣ ΖΗΤΕΙ ΑΚΥΡΩΣΙΝ ΤΟΥ ΠΑΓΚΑΛΙΚΟΥ ΑΜΝΗΣΤΕΥΤΙΚΟΥ ΔΙΑΤΑΓΜΑΤΟΣ [304, 639, 1146, 662]
article-text: ΣΙΔΗΡΟΚΑΣΤΡΟΝ. 25. (Ἰδιαίτερον τηλεγράφημα «Μακεδονίας»). Κατὰ πληροφορίας ἐκ τῆς μεθορίου, παρὰ τὴν κηρυχθεῖσαν στρατιωτικὴν φρουρὰν εἰς τὰ χωρία τῆς περιοχῆς Πετριτσίου, οἱ βουλγαρομακεδόνες κομιτατζῆδες ἐξακολουθοῦν νὰ δρῶσιν. [92, 488, 290, 592]
subhead-military-parade: Η ΣΤΡΑΤΙΩΤΙΚΗ ΠΑΡΑΤΑΞΙΣ [948, 881, 1128, 897]
subhead-american-interest: ΤΟ ΑΜΕΡ. ΕΝΔΙΑΦΕΡΟΝ [113, 752, 269, 768]
subhead-greece-participation: ΕΙΣ ΤΗΝ ΟΠΟΙΑΝ ΘΑ ΜΕΤΑΣΧΗ ΚΑΙ Η ΕΛΛΑΣ [1052, 1685, 1428, 1706]
